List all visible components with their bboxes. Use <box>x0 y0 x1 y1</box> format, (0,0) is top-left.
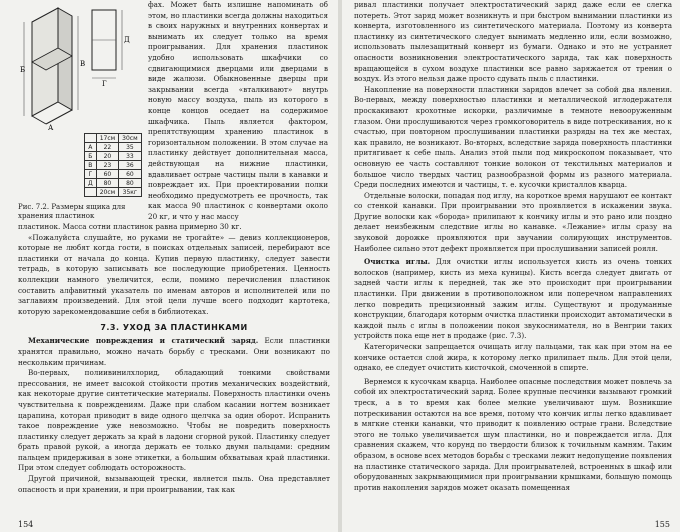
table-row <box>85 152 142 161</box>
paragraph: «Пожалуйста слушайте, но руками не трогайте» — девиз коллекционеров, которые не любят когда гости, в поисках отдельных записей, перебирают все пластинки от начала до конца. Купив первую пластинку, следует завести тетрадь, в которую записывать все последующие приобретения. Ценность коллекции намного увеличится, если, помимо перечисления пластинок составить алфавитный указатель по именам авторов и исполнителей или по заглавиям произведений. Для этой цели лучше всего подходит картотека, которую зарекомендовавшие себя в библиотеках. <box>18 232 330 316</box>
table-cell: 36 <box>119 161 141 170</box>
dim-label-d: Д <box>124 36 130 44</box>
storage-box-drawing <box>18 2 136 132</box>
paragraph: Другой причиной, вызывающей трески, является пыль. Она представляет опасность и при хранении, и при проигрывании, так как <box>18 474 330 494</box>
paragraph-body: Для очистки иглы используется кисть из очень тонких волосков (например, кисть из меха куницы). Кисть всегда следует двигать от задней части иглы к передней, так же это происходит при проигрывании пластинки. При движении в противоположном или поперечном направлениях легко повредить прецизионный зажим иглы. Существуют и продуманные конструкции, благодаря которым очистка пластинки происходит автоматически в каждой пыль с иглы в положении покоя звукоснимателя, но в Венгрии таких устройств пока еще нет в продаже (рис. 7.3). <box>354 257 672 341</box>
table-cell: 33 <box>119 152 141 161</box>
page-number: 155 <box>654 520 670 529</box>
paragraph-lead: Очистка иглы. <box>364 257 431 267</box>
paragraph-body: Если пластинки хранятся правильно, можно начать борьбу с тресками. Они возникают по нескольким причинам. <box>18 336 330 367</box>
table-cell: 35 <box>119 143 141 152</box>
table-cell: 35кг <box>119 188 141 197</box>
paragraph: ривал пластинки получает электростатический заряд даже если ее слегка потереть. Этот заряд может возникнуть и при быстром вынимании пластинки из конверта, изготовленного из синтетического материала. Поэтому из конверта пластинку из синтетического следует вынимать медленно или, если возможно, использовать пылезащитный конверт из бумаги. Однако и это не устраняет опасности возникновения электростатического заряда, так как поверхность вращающейся в сухом воздухе пластинки все равно заряжается от трения о воздух. Из этого нельзя даже просто сдувать пыль с пластинки. <box>354 0 672 84</box>
table-cell: В <box>85 161 97 170</box>
table-cell: 30см <box>119 134 141 143</box>
table-cell: 23 <box>96 161 118 170</box>
paragraph: Во-первых, полиивинилхлорид, обладающий тонкими свойствами прессования, не имеет высокой стойкости против механических воздействий, как некоторые другие синтетические материалы. Поверхность пластинки очень чувствительна к повреждениям. Даже при слабом касании ногтем возникает царапина, которая приводит в виде одного щелчка за один оборот. Испранить такое повреждение уже невозможно. Чтобы не повредить поверхность пластинку следует держать за край в ладони сгорной рукой. Пластинку следует брать правой рукой, а иногда держать ее только двумя пальцами: средним пальцем придерживая в зоне этикетки, а большим обхватывая край пластинки. При этом следует соблюдать осторожность. <box>18 368 330 473</box>
continuation-text: пластинок. Масса сотни пластинок равна примерно 30 кг. <box>18 222 242 231</box>
table-cell: 80 <box>96 179 118 188</box>
table-row <box>85 143 142 152</box>
dim-label-b: Б <box>20 66 26 74</box>
table-cell: А <box>85 143 97 152</box>
table-row <box>85 170 142 179</box>
main-text-block <box>18 222 330 495</box>
dim-label-g: Г <box>102 80 107 88</box>
table-cell: 20см <box>96 188 118 197</box>
table-cell: Д <box>85 179 97 188</box>
paragraph <box>354 257 672 342</box>
paragraph-lead: Механические повреждения и статический заряд. <box>28 336 259 346</box>
right-page <box>342 0 680 532</box>
table-row <box>85 161 142 170</box>
table-cell <box>85 188 97 197</box>
table-header-row <box>85 134 142 143</box>
table-cell: Г <box>85 170 97 179</box>
left-page <box>0 0 338 532</box>
paragraph <box>18 336 330 368</box>
table-row <box>85 179 142 188</box>
figure-caption: Рис. 7.2. Размеры ящика для хранения пластинок <box>18 203 126 220</box>
paragraph: Категорически запрещается очищать иглу пальцами, так как при этом на ее кончике остается слой жира, к которому легко прилипает пыль. Для этой цели, однако, ее следует очистить кисточкой, смоченной в спирте. <box>354 342 672 373</box>
table-cell: 20 <box>96 152 118 161</box>
dimension-table <box>84 133 142 197</box>
table-cell: 60 <box>119 170 141 179</box>
table-cell: 80 <box>119 179 141 188</box>
table-cell: Б <box>85 152 97 161</box>
column-paragraph: фах. Может быть излишне напоминать об этом, но пластинки всегда должны находиться в своих наружных и внутренних конвертах и вынимать их следует только на время проигрывания. Для хранения пластинок удобно использовать шкафчики со сдвигающимися дверцами или дверцами в виде жалюзи. Обыкновенные дверцы при закрывании всегда «вталкивают» внутрь новую массу воздуха, пыль из которого в конце концов оседает на содержимое шкафчика. Пыль является фактором, препятствующим хранению пластинок в горизонтальном положении. В этом случае на пластинку действует дополнительная масса, действующая на нижние пластинки, вдавливает острые частицы пыли в канавки и повреждает их. При проектировании полки необходимо предусмотреть ее прочность, так как масса 90 пластинок с конвертами около 20 кг, и что у нас массу <box>148 0 328 221</box>
main-text-block <box>354 0 672 493</box>
dim-label-a: А <box>48 124 54 132</box>
table-cell: 22 <box>96 143 118 152</box>
paragraph: Вернемся к кусочкам кварца. Наиболее опасные последствия может повлечь за собой их электростатический заряд. Более крупные песчинки вызывают громкий треск, а в то время как более мелкие увеличивают шум. Возникшие потрескивания остаются на все время, потому что кончик иглы легко вдавливает в мягкие стенки канавки, что приводит к появлению острые грани. Вследствие этого не только увеличивается шум пластинки, но и повреждается игла. Для сравнения скажем, что корунд по твердости близок к точильным камням. Таким образом, в основе всех методов борьбы с тресками лежит недопущение появления на пластинке статического заряда. Для проигрывателей, встроенных в шкаф или оборудованных закрывающимися при проигрывании крышками, большую помощь против накопления зарядов может оказать помещенная <box>354 376 672 492</box>
paragraph: Отдельные волоски, попадая под иглу, на короткое время нарушают ее контакт со стенкой канавки. При проигрывании это проявляется в искажении звука. Другие волоски как «борода» прилипают к кончику иглы и это рано или поздно делает неизбежным следствие иглы но канавке. «Лежание» иглы сразу на звуковой дорожке проявляются при звучании солирующих инструментов. Наиболее сильно этот дефект проявляется при прослушивании записей рояля. <box>354 190 672 253</box>
section-heading: 7.3. УХОД ЗА ПЛАСТИНКАМИ <box>100 323 248 333</box>
table-cell: 60 <box>96 170 118 179</box>
table-cell <box>85 134 97 143</box>
right-column-text <box>148 0 328 222</box>
table-row <box>85 188 142 197</box>
page-number: 154 <box>18 520 34 529</box>
dim-label-v: В <box>80 60 86 68</box>
table-cell: 17см <box>96 134 118 143</box>
paragraph: Накопление на поверхности пластинки зарядов влечет за собой два явления. Во-первых, между поверхностью пластинки и металлической иглодержателя проскакивают крохотные искорки, различимые в темноте невооруженным глазом. Они прослушиваются через громкоговоритель в виде потрескивания, но к счастью, при повторном прослушивании пластинки разряды на тех же местах, как правило, не возникают. Во-вторых, вследствие заряда поверхность пластинки притягивает к себе пыль. Анализ этой пыли под микроскопом показывает, что основную ее часть составляют тонкие волокон от текстильных материалов и большое число твердых частиц разнообразной формы из разного материала. Среди последних имеются и частицы, т. е. кусочки кристаллов кварца. <box>354 84 672 190</box>
